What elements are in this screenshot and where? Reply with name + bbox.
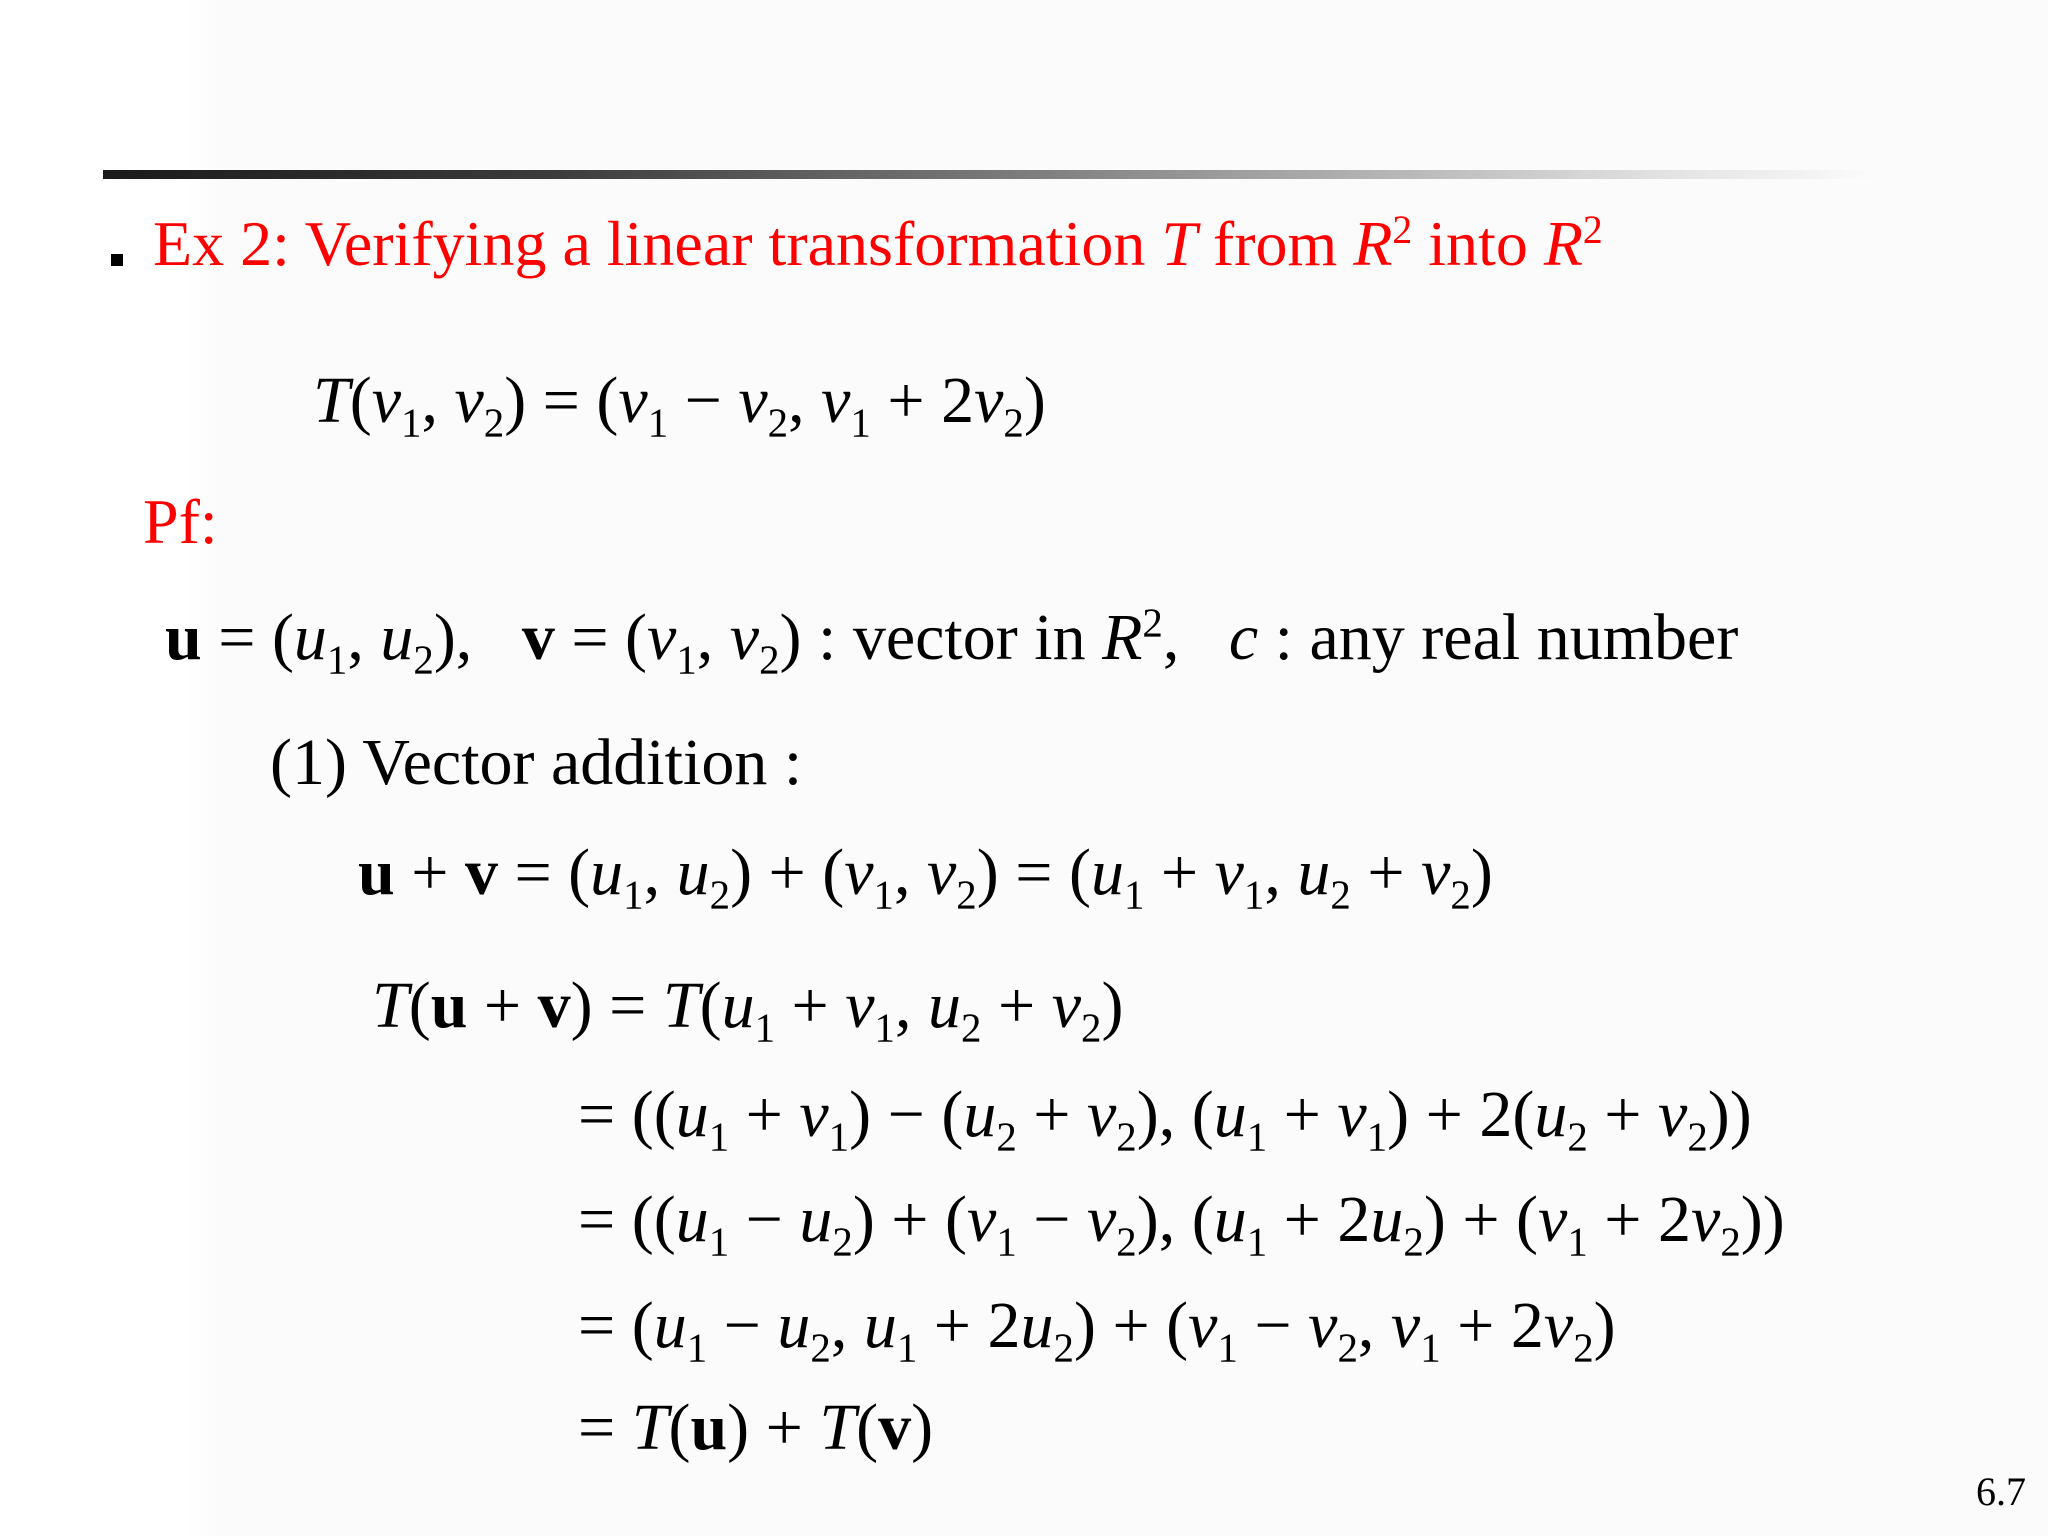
vector-in-text: vector in — [852, 601, 1103, 674]
u-symbol: u — [165, 601, 202, 674]
title-T: T — [1161, 208, 1197, 279]
derivation-line-1: $T(u + v) = T(u_1 + v_1$, $u_2 + v_2$) — [372, 969, 1124, 1051]
derivation-line-2: = ($(u_1 + v_1) - (u_2 + v_2)$, $(u_1 + v_1) + 2(u_2 + v_2)$) — [578, 1078, 1752, 1160]
vector-sum-equation: $u + v = (u_1$, $u_2) + (v_1$, $v_2) = (u_1 + v_1$, $u_2 + v_2$) — [358, 836, 1493, 918]
separator: , — [1162, 601, 1180, 674]
derivation-line-5: = T(u) + T(v) — [578, 1391, 934, 1464]
page-number: 6.7 — [1976, 1469, 2026, 1514]
v-symbol: v — [521, 601, 555, 674]
title-from: from — [1196, 208, 1354, 279]
c-symbol: c — [1228, 601, 1259, 674]
title-rule — [103, 170, 1875, 179]
slide-title — [153, 208, 1603, 279]
derivation-line-3: = ($(u_1 - u_2) + (v_1 - v_2)$, $(u_1 + 2u_2) + (v_1 + 2v_2)$) — [578, 1183, 1785, 1265]
step1-heading: (1) Vector addition : — [270, 726, 803, 799]
title-into: into — [1412, 208, 1544, 279]
title-R-second: R — [1543, 208, 1583, 279]
title-exponent: 2 — [1392, 208, 1413, 253]
colon: : — [801, 601, 853, 674]
square-bullet-icon — [111, 254, 123, 266]
title-exponent-second: 2 — [1582, 208, 1603, 253]
setup-statement: $u = (u_1$, $u_2$), $v = (v_1$, $v_2$) : vector in $R^2$, c : any real number — [165, 600, 1739, 683]
proof-label: Pf: — [143, 486, 218, 557]
derivation-line-4: = ($u_1 - u_2$, $u_1 + 2u_2) + (v_1 - v_2$, $v_1 + 2v_2$) — [578, 1289, 1616, 1371]
colon-second: : — [1258, 601, 1310, 674]
R-exponent: 2 — [1142, 600, 1163, 646]
title-R: R — [1353, 208, 1393, 279]
c-description: any real number — [1309, 601, 1739, 674]
R-symbol: R — [1102, 601, 1143, 674]
title-text: Ex 2: Verifying a linear transformation — [153, 208, 1162, 279]
transformation-definition: $T(v_1$, $v_2) = (v_1 - v_2$, $v_1 + 2v_2$) — [313, 364, 1046, 446]
